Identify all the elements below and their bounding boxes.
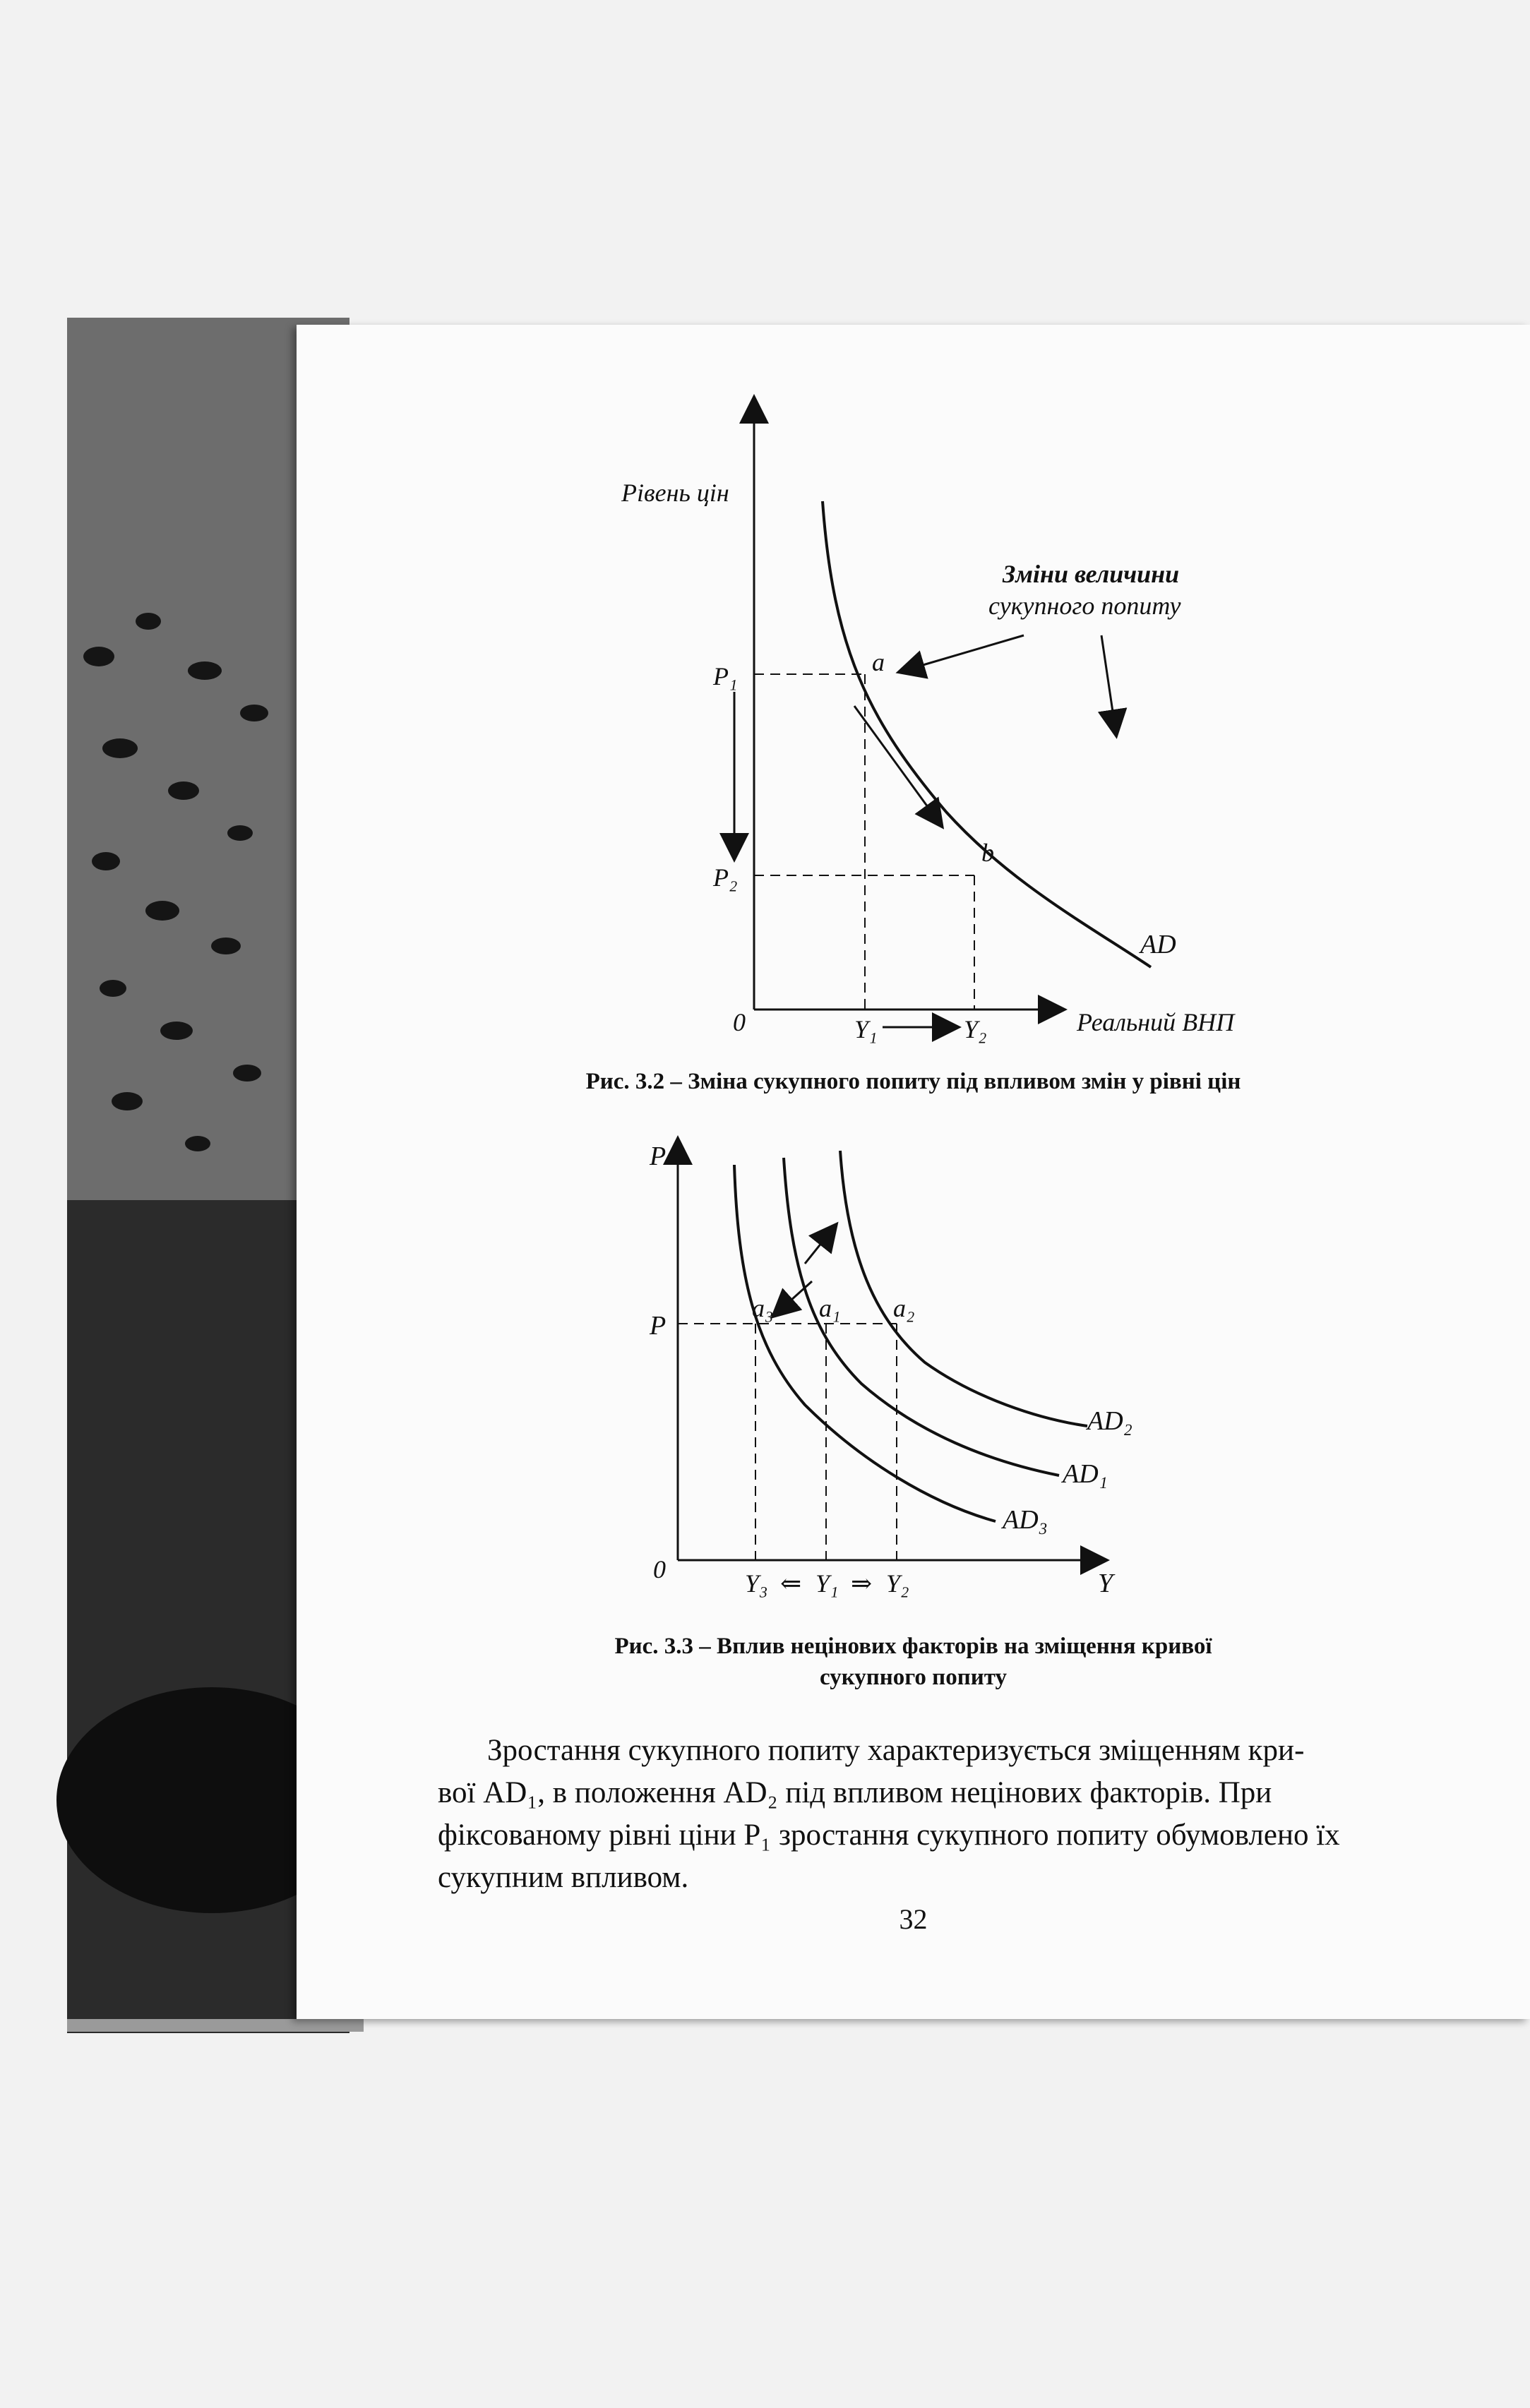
fig33-caption-line2: сукупного попиту: [819, 1665, 1007, 1690]
fig33-y3-label: Y₃: [745, 1569, 768, 1598]
body-line-4: сукупним впливом.: [438, 1861, 689, 1894]
fig32-y2-label: Y₂: [964, 1015, 987, 1043]
fig32-point-b: b: [981, 839, 994, 867]
fig33-point-a2: a₂: [893, 1294, 915, 1322]
fig32-curve-arrow: [854, 706, 939, 822]
page-number: 32: [899, 1903, 928, 1935]
fig32-annotation-line1: Зміни величини: [1003, 560, 1180, 588]
book-page: [297, 325, 1530, 2019]
fig33-ad2-label: AD₂: [1087, 1406, 1132, 1436]
fig32-p2-label: P₂: [713, 863, 738, 892]
figure-3-2-svg: [297, 325, 1530, 1115]
fig33-x-axis-label: Y: [1098, 1569, 1113, 1598]
figure-3-3-svg: [297, 1137, 1530, 1631]
body-line-3: фіксованому рівні ціни P₁ зростання сукупного попиту обумовлено їх: [438, 1819, 1340, 1852]
fig33-ad3-label: AD₃: [1003, 1505, 1048, 1535]
fig32-origin: 0: [733, 1008, 746, 1036]
fig33-right-arrow: ⇒: [851, 1569, 873, 1598]
fig32-annotation-arrow-curve: [1101, 635, 1116, 731]
figure-3-3: [297, 1137, 1530, 1631]
fig32-caption: Рис. 3.2 – Зміна сукупного попиту під впливом змін у рівні цін: [585, 1069, 1241, 1094]
fig33-ad2-curve: [840, 1151, 1087, 1426]
fig33-ad1-label: AD₁: [1063, 1459, 1108, 1489]
fig32-y1-label: Y₁: [854, 1015, 878, 1043]
fig33-caption: [297, 1631, 1530, 1693]
fig33-y1-label: Y₁: [815, 1569, 839, 1598]
fig32-p1-label: P₁: [713, 662, 738, 690]
fig32-annotation-line2: сукупного попиту: [988, 592, 1181, 620]
fig33-point-a1: a₁: [819, 1294, 841, 1322]
fig32-ad-label: AD: [1140, 930, 1176, 959]
figure-3-2: [297, 325, 1530, 1115]
fig32-x-axis-label: Реальний ВНП: [1077, 1008, 1235, 1036]
fig33-origin: 0: [653, 1555, 666, 1583]
fig33-ad3-curve: [734, 1165, 996, 1521]
body-paragraph: [438, 1730, 1377, 1899]
body-line-1: Зростання сукупного попиту характеризується зміщенням кри-: [487, 1734, 1305, 1767]
fig33-shift-right-arrow: [805, 1228, 833, 1264]
fig32-y-axis-label: Рівень цін: [621, 479, 729, 507]
fig33-caption-line1: Рис. 3.3 – Вплив нецінових факторів на зміщення кривої: [614, 1634, 1212, 1659]
fig32-annotation-arrow-a: [904, 635, 1024, 671]
fig33-left-arrow: ⇐: [780, 1569, 802, 1598]
fig33-y2-label: Y₂: [886, 1569, 909, 1598]
fig32-point-a: a: [872, 648, 885, 676]
fig33-price-label: P: [650, 1311, 667, 1341]
body-line-2: вої AD₁, в положення AD₂ під впливом нецінових факторів. При: [438, 1776, 1272, 1809]
fig33-point-a3: a₃: [752, 1294, 774, 1322]
fig33-y-axis-label: P: [650, 1142, 667, 1171]
